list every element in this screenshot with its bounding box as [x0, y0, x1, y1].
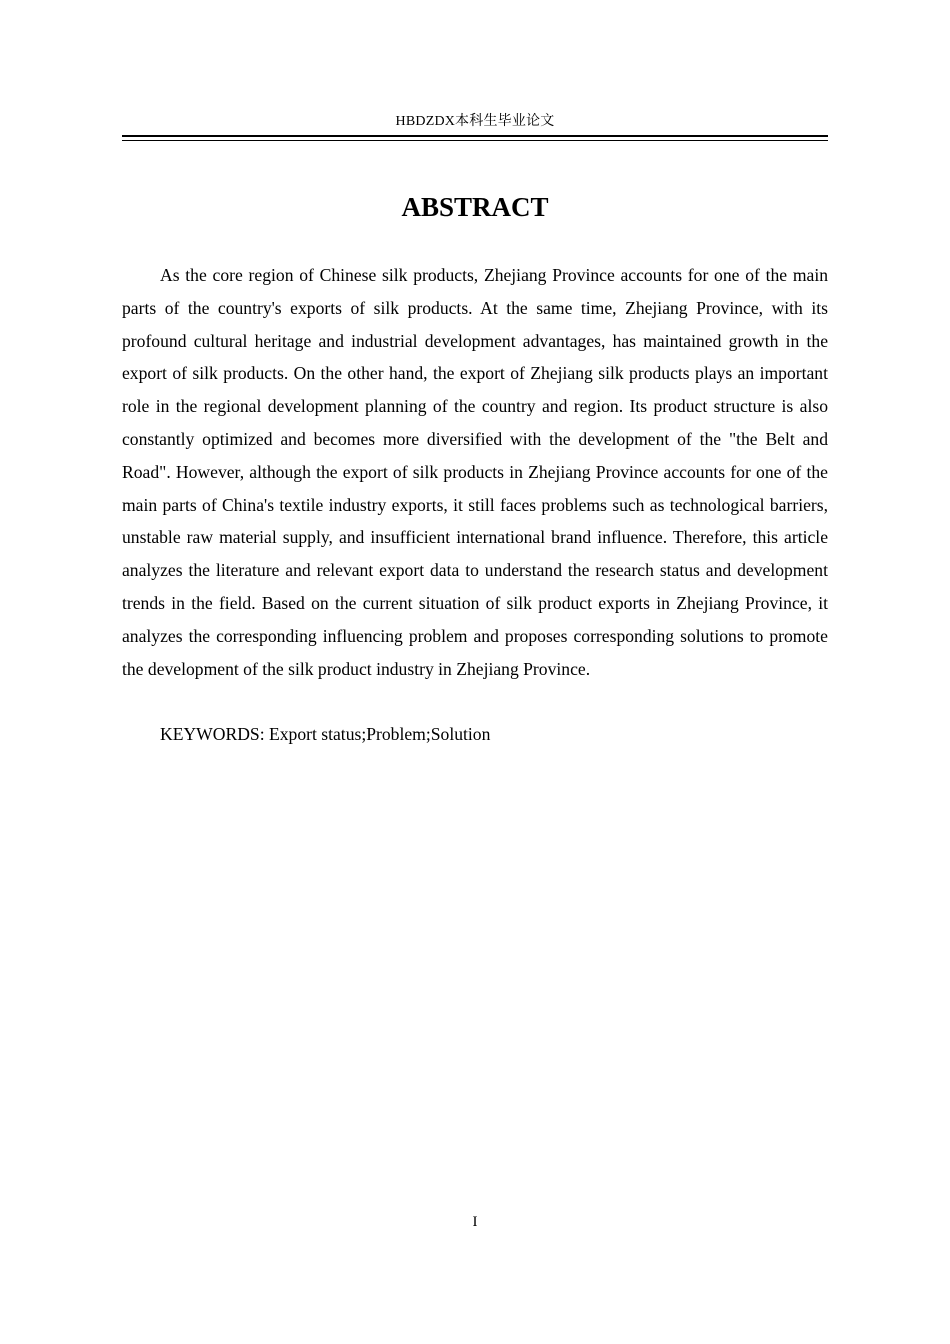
page-number: I: [472, 1214, 478, 1230]
keywords-line: KEYWORDS: Export status;Problem;Solution: [160, 724, 491, 744]
header-rule-thick: [122, 135, 828, 137]
running-header: HBDZDX本科生毕业论文: [395, 114, 555, 129]
page-title: ABSTRACT: [401, 192, 549, 222]
abstract-paragraph: As the core region of Chinese silk products, Zhejiang Province accounts for one of the main parts of the country's exports of silk products. At the same time, Zhejiang Province, with its profound cultural heritage and industrial development advantages, has maintained growth in the export of silk products. On the other hand, the export of Zhejiang silk products plays an important role in the regional development planning of the country and region. Its product structure is also constantly optimized and becomes more diversified with the development of the "the Belt and Road". However, although the export of silk products in Zhejiang Province accounts for one of the main parts of China's textile industry exports, it still faces problems such as technological barriers, unstable raw material supply, and insufficient international brand influence. Therefore, this article analyzes the literature and relevant export data to understand the research status and development trends in the field. Based on the current situation of silk product exports in Zhejiang Province, it analyzes the corresponding influencing problem and proposes corresponding solutions to promote the development of the silk product industry in Zhejiang Province.: [122, 265, 828, 679]
header-rule-thin: [122, 140, 828, 141]
